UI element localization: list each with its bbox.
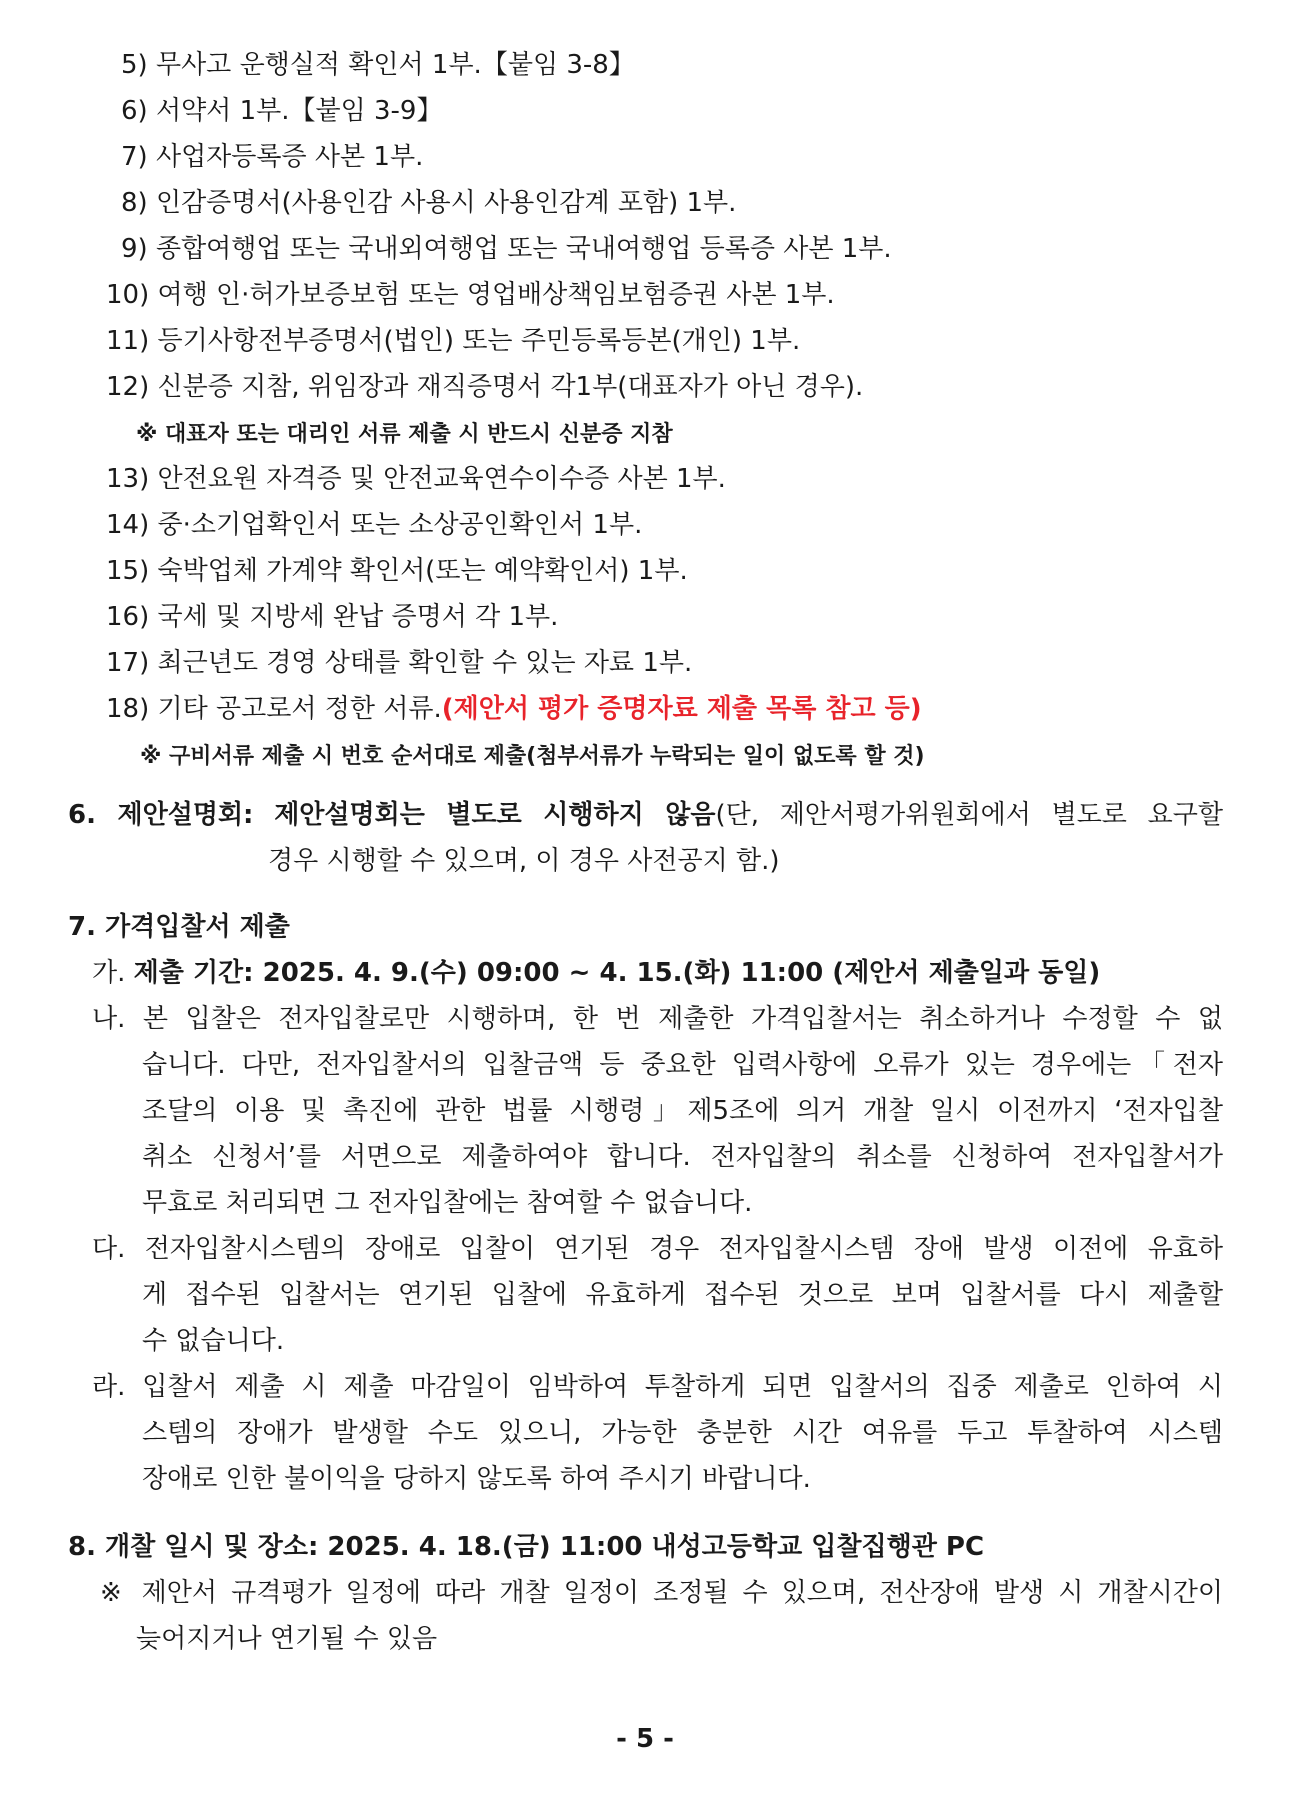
section6-bold-text: 제안설명회는 별도로 시행하지 않음 [274,800,716,830]
doc-item-6: 6) 서약서 1부.【붙임 3-9】 [121,96,443,126]
section6-line1 [68,798,1223,832]
note-order: ※ 구비서류 제출 시 번호 순서대로 제출(첨부서류가 누락되는 일이 없도록 할 것) [140,744,925,769]
section7-na-line4: 취소 신청서’를 서면으로 제출하여야 합니다. 전자입찰의 취소를 신청하여 전자입찰서가 [142,1142,1223,1172]
section7-da-line1: 다. 전자입찰시스템의 장애로 입찰이 연기된 경우 전자입찰시스템 장애 발생 이전에 유효하 [92,1234,1223,1264]
doc-item-15: 15) 숙박업체 가계약 확인서(또는 예약확인서) 1부. [106,556,688,586]
doc-item-18-text: 18) 기타 공고로서 정한 서류. [106,694,442,724]
section7-ra-line2: 스템의 장애가 발생할 수도 있으니, 가능한 충분한 시간 여유를 두고 투찰하여 시스템 [142,1418,1223,1448]
doc-item-5: 5) 무사고 운행실적 확인서 1부.【붙임 3-8】 [121,50,635,80]
section7-na-line3: 조달의 이용 및 촉진에 관한 법률 시행령」제5조에 의거 개찰 일시 이전까지 ‘전자입찰 [142,1096,1223,1126]
doc-item-12: 12) 신분증 지참, 위임장과 재직증명서 각1부(대표자가 아닌 경우). [106,372,864,402]
section8-note-line2: 늦어지거나 연기될 수 있음 [136,1624,438,1654]
section8-note-line1: ※ 제안서 규격평가 일정에 따라 개찰 일정이 조정될 수 있으며, 전산장애 발생 시 개찰시간이 [100,1578,1223,1608]
section7-ga [92,956,1100,990]
doc-item-18-highlight: (제안서 평가 증명자료 제출 목록 참고 등) [441,694,922,724]
section8-title: 8. 개찰 일시 및 장소: 2025. 4. 18.(금) 11:00 내성고등학교 입찰집행관 PC [68,1532,985,1562]
doc-item-14: 14) 중·소기업확인서 또는 소상공인확인서 1부. [106,510,643,540]
section6-line2: 경우 시행할 수 있으며, 이 경우 사전공지 함.) [268,846,780,876]
section6-rest: (단, 제안서평가위원회에서 별도로 요구할 [715,800,1223,830]
section7-na-line5: 무효로 처리되면 그 전자입찰에는 참여할 수 없습니다. [142,1188,753,1218]
section7-ra-line1: 라. 입찰서 제출 시 제출 마감일이 임박하여 투찰하게 되면 입찰서의 집중 제출로 인하여 시 [92,1372,1223,1402]
page-number: - 5 - [616,1724,674,1754]
doc-item-11: 11) 등기사항전부증명서(법인) 또는 주민등록등본(개인) 1부. [106,326,801,356]
section7-na-line2: 습니다. 다만, 전자입찰서의 입찰금액 등 중요한 입력사항에 오류가 있는 경우에는「전자 [142,1050,1223,1080]
doc-item-13: 13) 안전요원 자격증 및 안전교육연수이수증 사본 1부. [106,464,726,494]
section6-title: 6. 제안설명회: [68,800,254,830]
section7-da-line3: 수 없습니다. [142,1326,285,1356]
section7-ga-text: 제출 기간: 2025. 4. 9.(수) 09:00 ~ 4. 15.(화) 11:00 (제안서 제출일과 동일) [133,958,1101,988]
section7-da-line2: 게 접수된 입찰서는 연기된 입찰에 유효하게 접수된 것으로 보며 입찰서를 다시 제출할 [142,1280,1223,1310]
doc-item-8: 8) 인감증명서(사용인감 사용시 사용인감계 포함) 1부. [121,188,737,218]
section7-ra-line3: 장애로 인한 불이익을 당하지 않도록 하여 주시기 바랍니다. [142,1464,811,1494]
section7-title: 7. 가격입찰서 제출 [68,912,290,942]
doc-item-7: 7) 사업자등록증 사본 1부. [121,142,424,172]
doc-item-10: 10) 여행 인·허가보증보험 또는 영업배상책임보험증권 사본 1부. [106,280,835,310]
doc-item-9: 9) 종합여행업 또는 국내외여행업 또는 국내여행업 등록증 사본 1부. [121,234,892,264]
note-representative: ※ 대표자 또는 대리인 서류 제출 시 반드시 신분증 지참 [136,422,673,447]
doc-item-18 [106,692,922,726]
doc-item-16: 16) 국세 및 지방세 완납 증명서 각 1부. [106,602,559,632]
section7-na-line1: 나. 본 입찰은 전자입찰로만 시행하며, 한 번 제출한 가격입찰서는 취소하거나 수정할 수 없 [92,1004,1223,1034]
doc-item-17: 17) 최근년도 경영 상태를 확인할 수 있는 자료 1부. [106,648,693,678]
section7-ga-label: 가. [92,958,126,988]
